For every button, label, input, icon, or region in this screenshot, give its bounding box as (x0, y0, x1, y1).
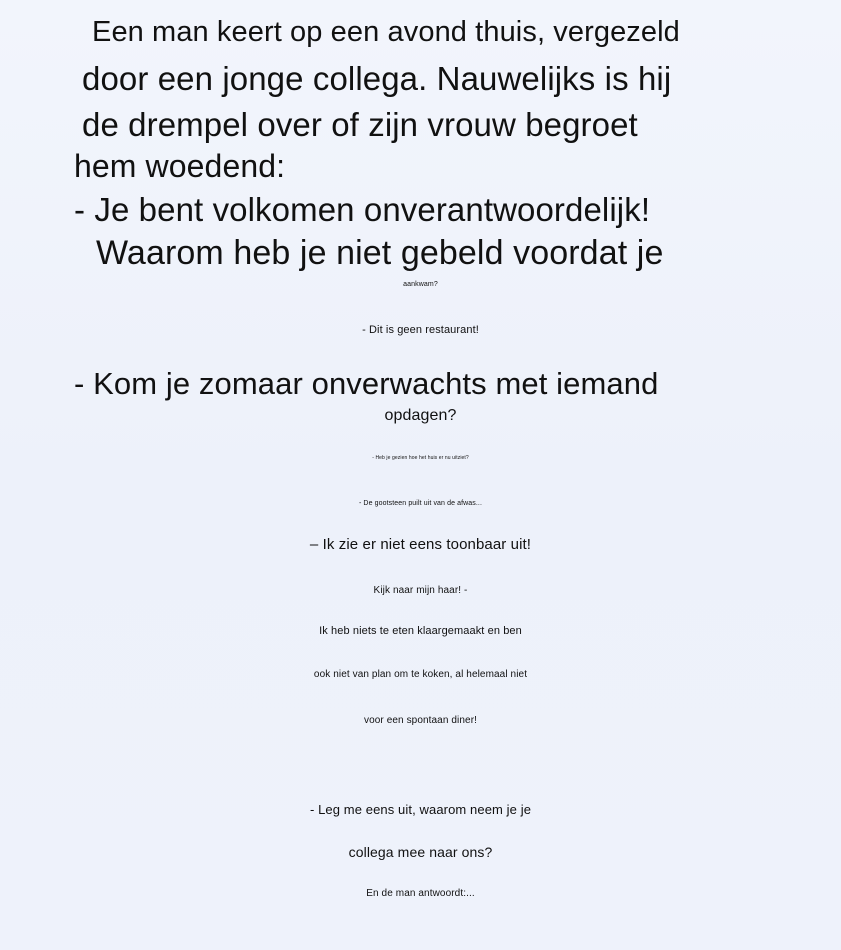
story-line-18: - Leg me eens uit, waarom neem je je (309, 802, 532, 817)
story-line-7: aankwam? (403, 281, 438, 288)
story-line-5: - Je bent volkomen onverantwoordelijk! (74, 191, 651, 228)
story-line-10: opdagen? (384, 407, 457, 424)
story-line-8: - Dit is geen restaurant! (362, 324, 479, 336)
story-line-9: - Kom je zomaar onverwachts met iemand (74, 366, 659, 401)
story-line-4: hem woedend: (74, 148, 286, 184)
story-line-20: En de man antwoordt:... (366, 888, 475, 899)
story-line-2: door een jonge collega. Nauwelijks is hij (82, 60, 672, 97)
story-line-13: – Ik zie er niet eens toonbaar uit! (309, 536, 532, 553)
story-line-6: Waarom heb je niet gebeld voordat je (96, 234, 664, 272)
story-line-17: voor een spontaan diner! (363, 715, 478, 726)
story-line-3: de drempel over of zijn vrouw begroet (82, 106, 638, 143)
story-line-16: ook niet van plan om te koken, al helemaal niet (313, 669, 528, 680)
story-line-14: Kijk naar mijn haar! - (373, 585, 468, 596)
story-line-12: - De gootsteen puilt uit van de afwas... (358, 500, 483, 507)
story-line-15: Ik heb niets te eten klaargemaakt en ben (319, 625, 522, 637)
story-line-1: Een man keert op een avond thuis, vergezeld (92, 16, 680, 48)
story-line-19: collega mee naar ons? (348, 844, 493, 860)
story-line-11: - Heb je gezien hoe het huis er nu uitziet? (372, 455, 469, 461)
